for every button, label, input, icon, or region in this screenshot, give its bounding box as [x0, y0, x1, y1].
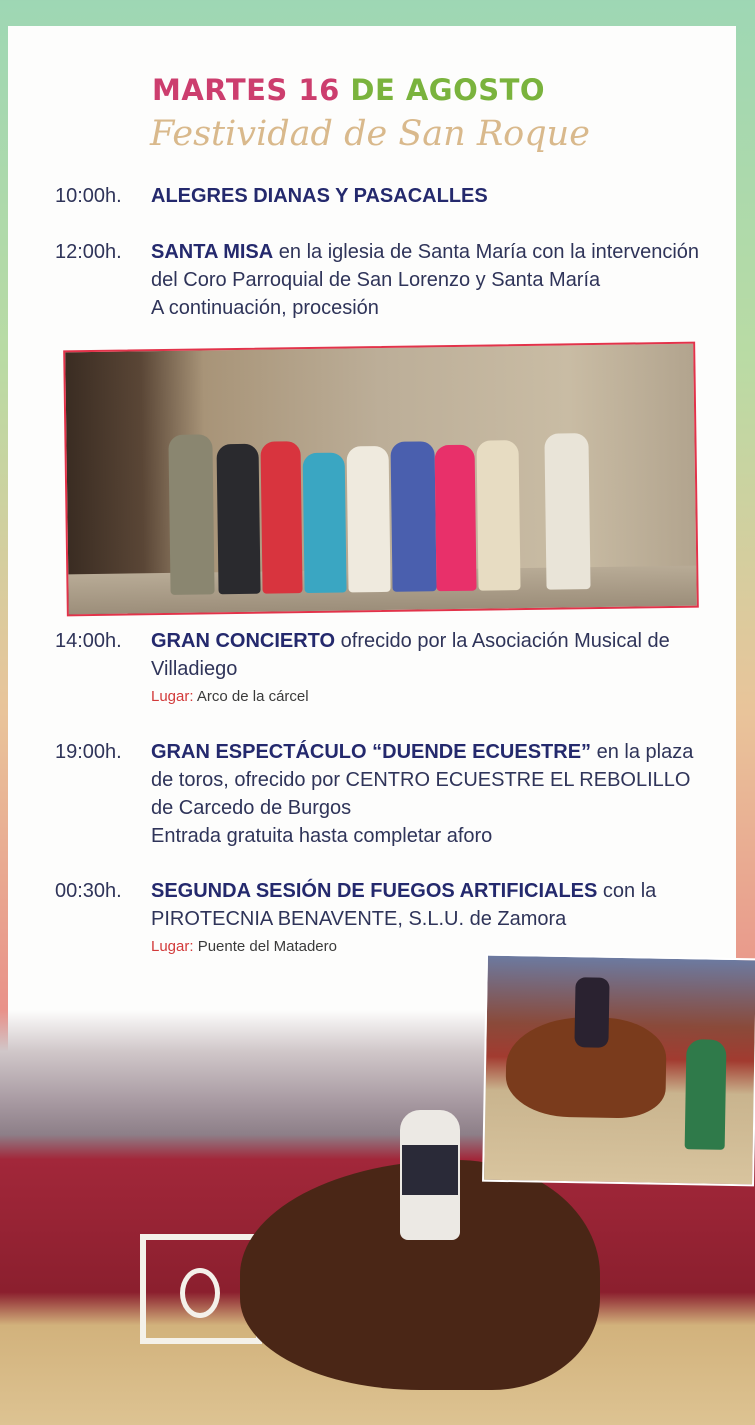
event-text: en la plaza de toros, ofrecido por CENTRO ECUESTRE EL REBOLILLO de Carcedo de Burgos: [151, 741, 694, 819]
church-group-photo: [63, 342, 699, 617]
event-location: [151, 686, 711, 708]
event-location: [151, 936, 711, 958]
page-title: [152, 72, 545, 108]
title-month: DE AGOSTO: [350, 73, 546, 107]
event-text: ofrecido por la Asociación Musical de Villadiego: [151, 630, 670, 680]
event-time: 10:00h.: [55, 185, 122, 207]
event-description: [151, 238, 711, 322]
event-highlight: GRAN CONCIERTO: [151, 630, 336, 652]
event-highlight: SANTA MISA: [151, 241, 274, 263]
page-subtitle: Festividad de San Roque: [150, 114, 590, 154]
event-time: 12:00h.: [55, 241, 122, 263]
event-description: [151, 738, 711, 850]
event-extra: A continuación, procesión: [151, 297, 379, 319]
event-time: 19:00h.: [55, 741, 122, 763]
title-day: MARTES 16: [152, 73, 340, 107]
location-value: Puente del Matadero: [193, 938, 337, 955]
event-time: 14:00h.: [55, 630, 122, 652]
event-highlight: GRAN ESPECTÁCULO “DUENDE ECUESTRE”: [151, 741, 592, 763]
equestrian-show-photo: [482, 954, 755, 1187]
event-extra: Entrada gratuita hasta completar aforo: [151, 825, 493, 847]
event-description: [151, 182, 711, 210]
event-time: 00:30h.: [55, 880, 122, 902]
event-text: en la iglesia de Santa María con la intervención del Coro Parroquial de San Lorenzo y Santa María: [151, 241, 700, 291]
event-highlight: ALEGRES DIANAS Y PASACALLES: [151, 185, 488, 207]
location-label: Lugar:: [151, 688, 194, 705]
event-description: [151, 877, 711, 958]
event-description: [151, 627, 711, 708]
event-text: con la PIROTECNIA BENAVENTE, S.L.U. de Zamora: [151, 880, 657, 930]
location-label: Lugar:: [151, 938, 194, 955]
event-highlight: SEGUNDA SESIÓN DE FUEGOS ARTIFICIALES: [151, 880, 598, 902]
location-value: Arco de la cárcel: [193, 688, 309, 705]
